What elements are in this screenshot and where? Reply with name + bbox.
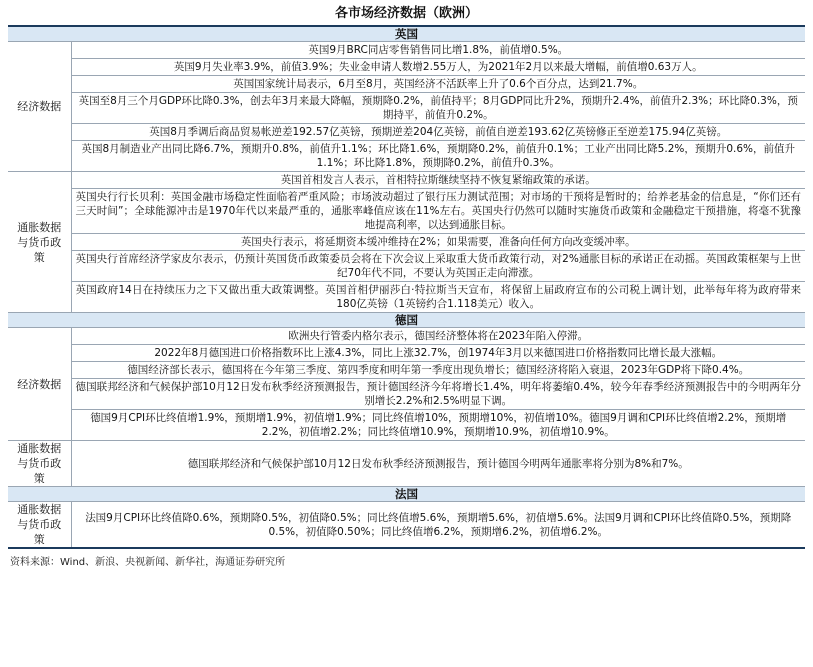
table-row — [8, 251, 805, 282]
category-label-uk-econ: 经济数据 — [8, 42, 71, 172]
country-header-uk: 英国 — [8, 26, 805, 42]
table-cell: 法国9月CPI环比终值降0.6%，预期降0.5%，初值降0.5%；同比终值增5.6%，预期增5.6%，初值增5.6%。法国9月调和CPI环比终值降0.5%，预期降0.5%，初值降0.50%；同比终值增6.2%，预期增6.2%，初值增6.2%。 — [71, 502, 805, 549]
table-cell: 欧洲央行管委内格尔表示，德国经济整体将在2023年陷入停滞。 — [71, 328, 805, 345]
table-row — [8, 141, 805, 172]
table-cell: 德国联邦经济和气候保护部10月12日发布秋季经济预测报告，预计德国今明两年通胀率将分别为8%和7%。 — [71, 441, 805, 487]
country-header-de: 德国 — [8, 313, 805, 328]
table-row — [8, 410, 805, 441]
table-row — [8, 379, 805, 410]
category-label-uk-policy: 通胀数据与货币政策 — [8, 172, 71, 313]
page-title: 各市场经济数据（欧洲） — [334, 6, 478, 21]
table-row — [8, 93, 805, 124]
table-cell: 英国央行表示，将延期资本缓冲维持在2%；如果需要，准备向任何方向改变缓冲率。 — [71, 234, 805, 251]
economic-data-table — [8, 25, 805, 549]
table-cell: 英国央行行长贝利：英国金融市场稳定性面临着严重风险；市场波动超过了银行压力测试范围；对市场的干预将是暂时的；给养老基金的信息是，“你们还有三天时间”；全球能源冲击是1970年代以来最严重的，通胀率峰值应该在11%左右。英国央行仍然可以随时实施货币政策和金融稳定干预措施，将毫不犹豫地提高利率，以达到通胀目标。 — [71, 189, 805, 234]
table-cell: 2022年8月德国进口价格指数环比上涨4.3%，同比上涨32.7%，创1974年3月以来德国进口价格指数同比增长最大涨幅。 — [71, 345, 805, 362]
source-note: 资料来源：Wind、新浪、央视新闻、新华社，海通证券研究所 — [10, 557, 286, 568]
table-cell: 英国国家统计局表示，6月至8月，英国经济不活跃率上升了0.6个百分点，达到21.7%。 — [71, 76, 805, 93]
table-row — [8, 345, 805, 362]
table-row — [8, 502, 805, 549]
category-label-de-econ: 经济数据 — [8, 328, 71, 441]
table-row — [8, 59, 805, 76]
table-cell: 英国至8月三个月GDP环比降0.3%，创去年3月来最大降幅，预期降0.2%，前值持平；8月GDP同比升2%，预期升2.4%，前值升2.3%；环比降0.3%，预期持平，前值升0.2%。 — [71, 93, 805, 124]
table-row — [8, 441, 805, 487]
country-row-de — [8, 313, 805, 328]
country-header-fr: 法国 — [8, 487, 805, 502]
table-cell: 英国首相发言人表示，首相特拉斯继续坚持不恢复紧缩政策的承诺。 — [71, 172, 805, 189]
table-row — [8, 76, 805, 93]
table-cell: 德国经济部长表示，德国将在今年第三季度、第四季度和明年第一季度出现负增长；德国经济将陷入衰退，2023年GDP将下降0.4%。 — [71, 362, 805, 379]
table-cell: 德国9月CPI环比终值增1.9%，预期增1.9%，初值增1.9%；同比终值增10%，预期增10%，初值增10%。德国9月调和CPI环比终值增2.2%，预期增2.2%，初值增2.2%；同比终值增10.9%，预期增10.9%，初值增10.9%。 — [71, 410, 805, 441]
country-row-uk — [8, 26, 805, 42]
table-cell: 英国9月BRC同店零售销售同比增1.8%，前值增0.5%。 — [71, 42, 805, 59]
table-cell: 英国9月失业率3.9%，前值3.9%；失业金申请人数增2.55万人，为2021年2月以来最大增幅，前值增0.63万人。 — [71, 59, 805, 76]
table-cell: 英国8月制造业产出同比降6.7%，预期升0.8%，前值升1.1%；环比降1.6%，预期降0.2%，前值升0.1%；工业产出同比降5.2%，预期升0.6%，前值升1.1%；环比降1.8%，预期降0.2%，前值升0.3%。 — [71, 141, 805, 172]
country-row-fr — [8, 487, 805, 502]
table-cell: 英国政府14日在持续压力之下又做出重大政策调整。英国首相伊丽莎白·特拉斯当天宣布，将保留上届政府宣布的公司税上调计划，此举每年将为政府带来180亿英镑（1英镑约合1.118美元）收入。 — [71, 282, 805, 313]
table-row — [8, 172, 805, 189]
category-label-de-policy: 通胀数据与货币政策 — [8, 441, 71, 487]
table-row — [8, 362, 805, 379]
table-row — [8, 42, 805, 59]
table-row — [8, 234, 805, 251]
table-row — [8, 124, 805, 141]
table-row — [8, 328, 805, 345]
category-label-fr-policy: 通胀数据与货币政策 — [8, 502, 71, 549]
table-row — [8, 189, 805, 234]
table-row — [8, 282, 805, 313]
table-cell: 英国央行首席经济学家皮尔表示，仍预计英国货币政策委员会将在下次会议上采取重大货币政策行动，对2%通胀目标的承诺正在动摇。英国政策框架与上世纪70年代不同，不要认为英国正走向滞涨。 — [71, 251, 805, 282]
table-cell: 德国联邦经济和气候保护部10月12日发布秋季经济预测报告，预计德国经济今年将增长1.4%，明年将萎缩0.4%，较今年春季经济预测报告中的今明两年分别增长2.2%和2.5%明显下调。 — [71, 379, 805, 410]
table-cell: 英国8月季调后商品贸易帐逆差192.57亿英镑，预期逆差204亿英镑，前值自逆差193.62亿英镑修正至逆差175.94亿英镑。 — [71, 124, 805, 141]
